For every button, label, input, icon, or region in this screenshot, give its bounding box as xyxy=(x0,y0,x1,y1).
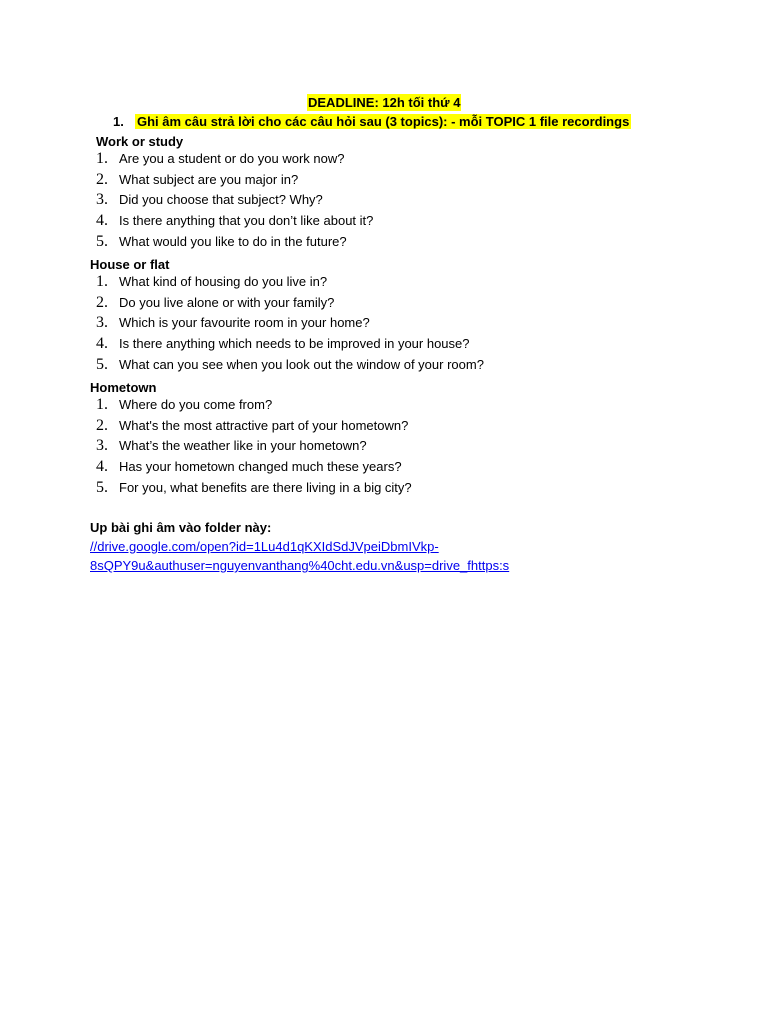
question-list-house-or-flat xyxy=(96,273,484,376)
question-number: 5. xyxy=(96,355,108,373)
question-text: Did you choose that subject? Why? xyxy=(119,192,323,208)
question-item xyxy=(96,191,373,212)
question-text: What kind of housing do you live in? xyxy=(119,274,328,289)
question-number: 5. xyxy=(96,232,108,250)
question-number: 1. xyxy=(96,396,108,413)
drive-link-line-2[interactable]: 8sQPY9u&authuser=nguyenvanthang%40cht.edu.vn&usp=drive_fhttps:s xyxy=(90,558,510,573)
question-number: 1. xyxy=(96,273,108,290)
section-title-hometown: Hometown xyxy=(90,380,157,395)
question-number: 3. xyxy=(96,437,108,455)
question-item xyxy=(96,273,484,294)
section-title-house-or-flat: House or flat xyxy=(90,257,170,272)
question-number: 2. xyxy=(96,170,108,188)
question-number: 4. xyxy=(96,335,108,353)
question-text: Which is your favourite room in your home? xyxy=(119,315,370,331)
question-item xyxy=(96,294,484,315)
question-number: 4. xyxy=(96,212,108,230)
question-item xyxy=(96,356,484,377)
instruction-text: Ghi âm câu strả lời cho các câu hỏi sau (3 topics): - mỗi TOPIC 1 file recordings xyxy=(137,114,630,129)
question-number: 3. xyxy=(96,314,108,332)
question-item xyxy=(96,335,484,356)
question-item xyxy=(96,437,412,458)
question-text: Has your hometown changed much these years? xyxy=(119,459,402,475)
question-item xyxy=(96,212,373,233)
question-text: For you, what benefits are there living in a big city? xyxy=(119,479,412,495)
question-text: What's the most attractive part of your hometown? xyxy=(119,417,409,433)
question-item xyxy=(96,479,412,500)
question-item xyxy=(96,396,412,417)
instruction-line xyxy=(113,113,631,130)
question-number: 5. xyxy=(96,478,108,496)
question-text: What can you see when you look out the window of your room? xyxy=(119,356,484,372)
question-text: What would you like to do in the future? xyxy=(119,233,347,249)
question-text: Are you a student or do you work now? xyxy=(119,151,345,166)
question-list-work-or-study xyxy=(96,150,373,253)
question-text: What subject are you major in? xyxy=(119,171,299,187)
question-item xyxy=(96,233,373,254)
deadline-heading: DEADLINE: 12h tối thứ 4 xyxy=(308,95,461,110)
question-item xyxy=(96,150,373,171)
drive-link-line-1[interactable]: //drive.google.com/open?id=1Lu4d1qKXIdSdJVpeiDbmIVkp- xyxy=(90,539,439,554)
question-item xyxy=(96,458,412,479)
section-title-work-or-study: Work or study xyxy=(96,134,184,149)
question-item xyxy=(96,417,412,438)
question-list-hometown xyxy=(96,396,412,499)
instruction-number: 1. xyxy=(113,114,124,129)
question-text: What’s the weather like in your hometown? xyxy=(119,438,367,454)
question-text: Do you live alone or with your family? xyxy=(119,294,335,310)
question-item xyxy=(96,171,373,192)
question-number: 3. xyxy=(96,191,108,209)
question-number: 1. xyxy=(96,150,108,167)
question-item xyxy=(96,314,484,335)
question-number: 2. xyxy=(96,293,108,311)
question-number: 4. xyxy=(96,458,108,476)
question-text: Where do you come from? xyxy=(119,397,273,412)
question-text: Is there anything which needs to be improved in your house? xyxy=(119,336,470,352)
question-number: 2. xyxy=(96,416,108,434)
upload-instruction: Up bài ghi âm vào folder này: xyxy=(90,520,272,535)
question-text: Is there anything that you don’t like about it? xyxy=(119,213,374,229)
